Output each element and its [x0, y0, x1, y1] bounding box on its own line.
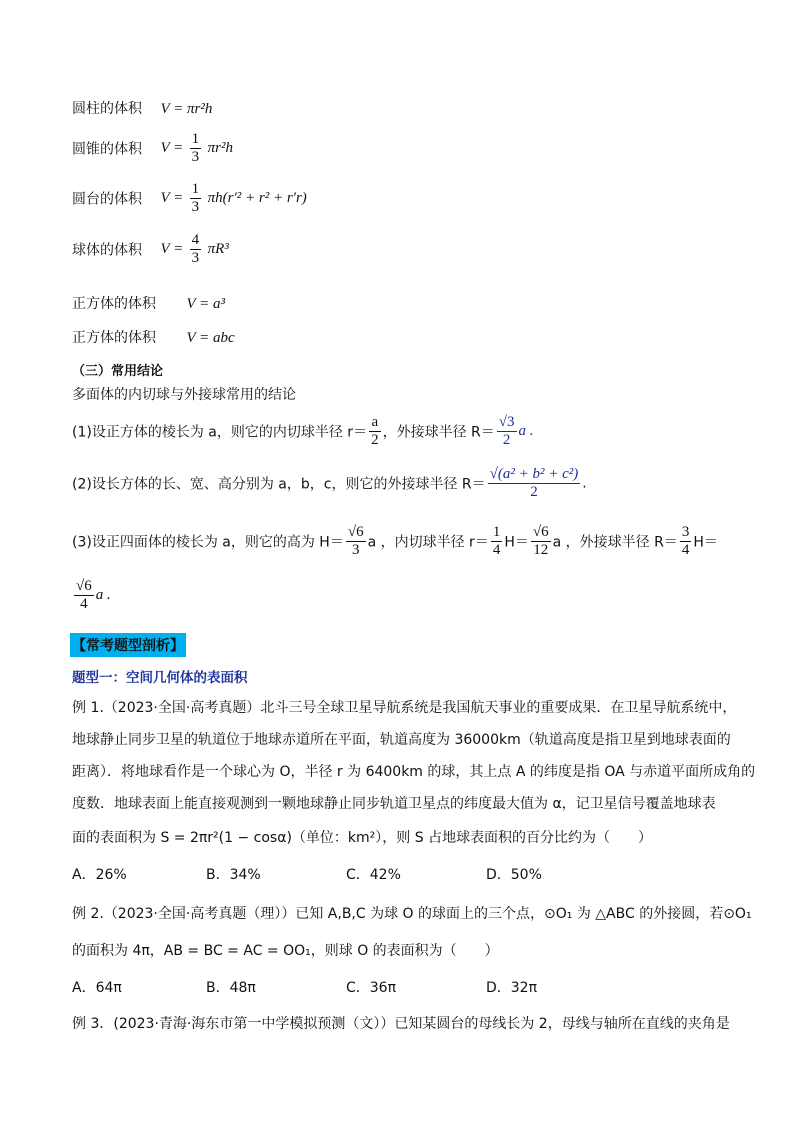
frustum-formula-rhs: πh(r′² + r² + r′r) [207, 190, 307, 206]
c1-frac-sqrt3-over-2: $\frac{√3}{2}$ [498, 414, 515, 448]
cylinder-label: 圆柱的体积 [72, 101, 142, 117]
cube-formula: V = a³ [186, 296, 225, 312]
example1-line2: 地球静止同步卫星的轨道位于地球赤道所在平面，轨道高度为 36000km（轨道高度是指卫星到地球表面的 [72, 732, 731, 748]
section3-title: （三）常用结论 [72, 364, 164, 379]
example1-option-a: A．26% [72, 867, 127, 883]
c3-frac3: $\frac{√6}{12}$ [532, 524, 549, 558]
cone-label: 圆锥的体积 [72, 141, 142, 158]
conclusion-1 [72, 414, 534, 449]
example1-option-b: B．34% [206, 867, 261, 883]
section3-intro: 多面体的内切球与外接球常用的结论 [72, 387, 296, 403]
example2-option-c: C．36π [346, 980, 397, 996]
cone-volume-row [72, 131, 233, 166]
frustum-volume-row [72, 181, 307, 216]
cylinder-volume-row [72, 98, 212, 118]
c1-text2: ，外接球半径 R＝ [382, 424, 495, 441]
cuboid-formula: V = abc [186, 330, 235, 346]
c1-text3: a . [518, 423, 534, 439]
cone-formula-rhs: πr²h [207, 140, 233, 156]
frustum-fraction: $\frac{1}{3}$ [191, 181, 200, 215]
example2-line1: 例 2.（2023·全国·高考真题（理））已知 A,B,C 为球 O 的球面上的三个点，⊙O₁ 为 △ABC 的外接圆，若⊙O₁ [72, 906, 752, 922]
analysis-heading: 【常考题型剖析】 [70, 633, 186, 657]
example2-option-d: D．32π [486, 980, 538, 996]
c3-text2: a ，内切球半径 r＝ [367, 534, 489, 551]
cone-formula-lhs: V = [160, 140, 184, 156]
c3-text1: (3)设正四面体的棱长为 a，则它的高为 H＝ [72, 534, 344, 551]
c2-text2: . [582, 475, 587, 492]
sphere-label: 球体的体积 [72, 242, 142, 259]
cube-label: 正方体的体积 [72, 296, 156, 312]
c2-text1: (2)设长方体的长、宽、高分别为 a，b，c，则它的外接球半径 R＝ [72, 476, 486, 493]
frustum-formula-lhs: V = [160, 190, 184, 206]
c3-text4: a ，外接球半径 R＝ [552, 534, 678, 551]
sphere-formula-rhs: πR³ [207, 241, 229, 257]
conclusion-3-cont [72, 578, 111, 613]
example1-line4: 度数．地球表面上能直接观测到一颗地球静止同步轨道卫星点的纬度最大值为 α，记卫星信号覆盖地球表 [72, 796, 716, 812]
c3-frac1: $\frac{√6}{3}$ [347, 524, 364, 558]
example3-line1: 例 3．(2023·青海·海东市第一中学模拟预测（文））已知某圆台的母线长为 2，母线与轴所在直线的夹角是 [72, 1016, 730, 1032]
frustum-label: 圆台的体积 [72, 191, 142, 208]
c2-fraction: $\frac{\text{√(a² + b² + c²)}}{2}$ [489, 466, 579, 500]
c3-frac4: $\frac{3}{4}$ [681, 524, 690, 558]
sphere-formula-lhs: V = [160, 241, 184, 257]
sphere-volume-row [72, 232, 229, 267]
c3-frac5: $\frac{√6}{4}$ [76, 578, 92, 612]
cylinder-formula: V = πr²h [160, 101, 213, 117]
conclusion-3 [72, 524, 718, 559]
example2-line2: 的面积为 4π，AB = BC = AC = OO₁，则球 O 的表面积为（ ） [72, 943, 499, 959]
c1-frac-a-over-2: $\frac{a}{2}$ [371, 414, 379, 448]
example2-option-a: A．64π [72, 980, 122, 996]
c3-frac2: $\frac{1}{4}$ [492, 524, 501, 558]
c3-text3: H＝ [504, 534, 529, 551]
cuboid-volume-row [72, 327, 235, 347]
c3-text5: H＝ [693, 534, 718, 551]
example1-line1: 例 1.（2023·全国·高考真题）北斗三号全球卫星导航系统是我国航天事业的重要成果．在卫星导航系统中， [72, 700, 737, 716]
c1-text1: (1)设正方体的棱长为 a，则它的内切球半径 r＝ [72, 424, 368, 441]
example1-line5: 面的表面积为 S = 2πr²(1 − cosα)（单位：km²），则 S 占地球表面积的百分比约为（ ） [72, 830, 653, 846]
example1-option-d: D．50% [486, 867, 542, 883]
type1-title: 题型一：空间几何体的表面积 [72, 670, 248, 686]
conclusion-2 [72, 466, 587, 501]
example1-line3: 距离）．将地球看作是一个球心为 O，半径 r 为 6400km 的球，其上点 A 的纬度是指 OA 与赤道平面所成角的 [72, 764, 756, 780]
cuboid-label: 正方体的体积 [72, 330, 156, 346]
example1-option-c: C．42% [346, 867, 401, 883]
cone-fraction: $\frac{1}{3}$ [191, 131, 200, 165]
sphere-fraction: $\frac{4}{3}$ [191, 232, 200, 266]
c3-text6: a . [95, 587, 111, 603]
cube-volume-row [72, 293, 225, 313]
example2-option-b: B．48π [206, 980, 256, 996]
